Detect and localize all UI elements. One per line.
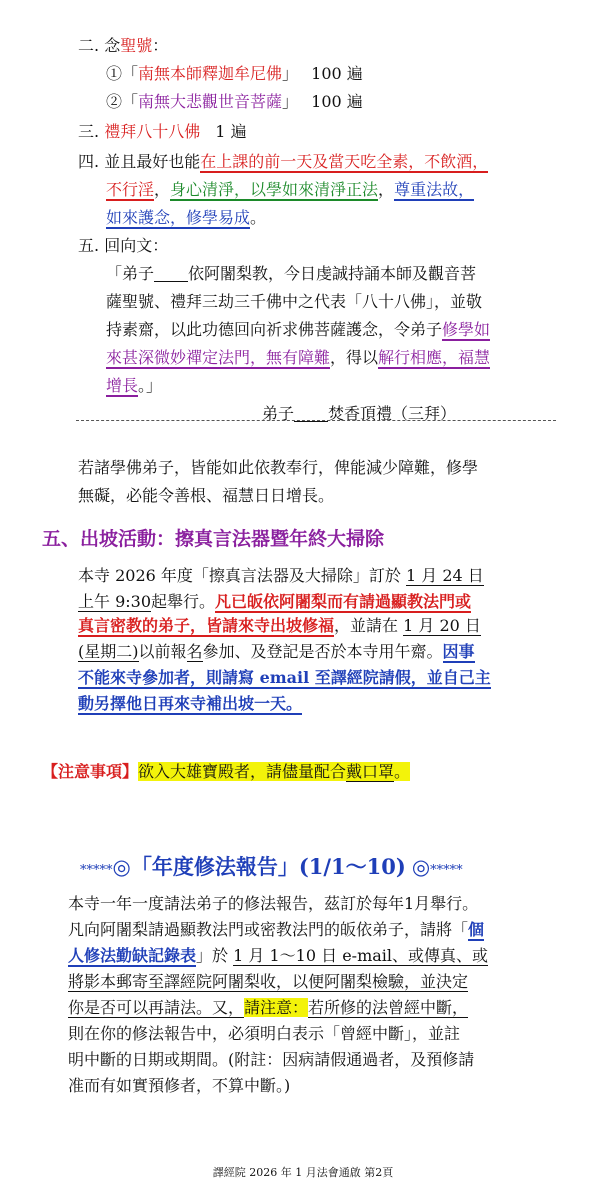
sec2-item-1 [106, 60, 363, 88]
activity-red: 凡已皈依阿闍梨而有請過顯教法門或 [215, 592, 472, 611]
signature-text: 焚香頂禮（三拜） [328, 404, 457, 423]
sec2-pre: 念 [104, 36, 121, 55]
dedication-line-5 [106, 372, 162, 400]
item-count: 100 遍 [311, 64, 363, 83]
dedication-line-4 [106, 344, 490, 372]
sec4-line-3 [106, 204, 266, 232]
activity-text: ，並請在 [334, 616, 399, 635]
dedication-line-3 [106, 316, 490, 344]
report-text: 本寺一年一度請法弟子的修法報告，茲訂於每年1月舉行。 [68, 894, 479, 913]
item-close: 」 [282, 64, 299, 83]
report-blue: 人修法勤缺記錄表 [68, 946, 197, 965]
sec3-number: 三. [78, 122, 100, 141]
dedication-text: ，得以 [330, 348, 379, 367]
sec4-pre: 並且最好也能 [104, 152, 201, 171]
activity-line-6 [78, 690, 302, 718]
activity-line-3 [78, 612, 481, 640]
sec4-line-1 [78, 148, 488, 176]
notice-text [138, 762, 410, 781]
report-line-7 [68, 1046, 474, 1074]
activity-date: 1 月 24 日 [406, 566, 484, 585]
dedication-line-1 [106, 260, 476, 288]
item-close: 」 [282, 92, 299, 111]
name-blank [154, 263, 188, 282]
dedication-purple: 解行相應，福慧 [378, 348, 491, 367]
report-underlined: 你是否可以再請法。又， [68, 998, 245, 1017]
activity-blue: 因事 [442, 642, 475, 661]
report-underlined: 將影本郵寄至譯經院阿闍梨收，以便阿闍梨檢驗，並決定 [68, 972, 469, 991]
dedication-text: 持素齋，以此功德回向祈求佛菩薩護念，令弟子 [106, 320, 443, 339]
activity-line-4 [78, 638, 475, 666]
para-line-1 [78, 454, 478, 482]
report-title: 「年度修法報告」(1/1～10) [130, 854, 406, 879]
dedication-text: 「弟子 [106, 264, 155, 283]
sec4-red-2: 不行淫 [106, 180, 155, 199]
activity-text: 參加、及登記是否於本寺用午齋。 [202, 642, 443, 661]
sec5-number: 五. [78, 236, 100, 255]
notice-text-b: 戴口罩 [346, 762, 395, 781]
sec2-colon: ： [152, 36, 169, 55]
notice-label: 【注意事項】 [42, 762, 139, 781]
report-text: 於 [212, 946, 229, 965]
sec5-title: 回向文： [104, 236, 169, 255]
dedication-text: 薩聖號、禮拜三劫三千佛中之代表「八十八佛」，並敬 [106, 292, 483, 311]
page-footer: 譯經院 2026 年 1 月法會通啟 第2頁 [212, 1166, 394, 1179]
notice-text-a: 欲入大雄寶殿者，請儘量配合 [138, 762, 347, 781]
sec4-green: 身心清淨，以學如來清淨正法 [170, 180, 379, 199]
report-text: 則在你的修法報告中，必須明白表示「曾經中斷」，並註 [68, 1024, 461, 1043]
circle-left-icon: ◎ [112, 854, 131, 879]
stars-right: ***** [430, 863, 463, 878]
activity-red: 真言密教的弟子，皆請來寺出坡修福 [78, 616, 335, 635]
activity-line-5 [78, 664, 491, 692]
sec2-item-2 [106, 88, 363, 116]
para-text: 若諸學佛弟子，皆能如此依教奉行，俾能減少障難，修學 [78, 458, 479, 477]
signature-line [262, 400, 456, 428]
report-line-6 [68, 1020, 460, 1048]
report-line-8 [68, 1072, 290, 1100]
sec4-blue-1: 尊重法故， [394, 180, 475, 199]
sec4-comma: ， [154, 180, 171, 199]
sec2-number: 二. [78, 36, 100, 55]
activity-date: 1 月 20 日 [403, 616, 481, 635]
activity-blue: 動另擇他日再來寺補出坡一天。 [78, 694, 303, 713]
sec4-number: 四. [78, 152, 100, 171]
activity-text: 以前報 [138, 642, 187, 661]
notice-text-c: 。 [394, 762, 411, 781]
report-text: 」 [196, 946, 213, 965]
report-underlined: 若所修的法曾經中斷， [308, 998, 469, 1017]
activity-text: 起舉行。 [151, 592, 216, 611]
report-text: 准而有如實預修者，不算中斷。) [68, 1076, 291, 1095]
sec2-title: 聖號 [120, 36, 153, 55]
report-blue: 個 [468, 920, 485, 939]
activity-line-1 [78, 562, 484, 590]
sec5-heading [78, 232, 168, 260]
sec4-blue-2: 如來護念，修學易成 [106, 208, 251, 227]
sec4-comma: ， [378, 180, 395, 199]
circle-right-icon: ◎ [411, 854, 431, 879]
sec3-count: 1 遍 [215, 122, 247, 141]
sec4-red-1: 在上課的前一天及當天吃全素，不飲酒， [200, 152, 489, 171]
report-title-line [80, 852, 463, 886]
dashed-divider [76, 420, 556, 421]
dedication-text: 。」 [138, 376, 163, 395]
activity-weekday: (星期二) [78, 642, 139, 661]
sec4-period: 。 [250, 208, 267, 227]
signature-text: 弟子 [262, 404, 295, 423]
sec3-title: 禮拜八十八佛 [104, 122, 201, 141]
report-line-1 [68, 890, 478, 918]
dedication-line-2 [106, 288, 482, 316]
item-name: 南無本師釋迦牟尼佛 [138, 64, 283, 83]
sec4-line-2 [106, 176, 474, 204]
item-mark: ②「 [106, 92, 139, 111]
notice-line [42, 758, 410, 786]
report-underlined: 1 月 1～10 日 e-mail、或傳真、或 [233, 946, 489, 965]
report-line-3 [68, 942, 488, 970]
para-text: 無礙，必能令善根、福慧日日增長。 [78, 486, 335, 505]
report-line-5 [68, 994, 468, 1022]
report-highlight: 請注意： [244, 998, 309, 1017]
activity-heading: 五、出坡活動：擦真言法器暨年終大掃除 [42, 528, 385, 550]
item-mark: ①「 [106, 64, 139, 83]
dedication-purple: 來甚深微妙禪定法門，無有障難 [106, 348, 331, 367]
para-line-2 [78, 482, 334, 510]
stars-left: ***** [80, 863, 113, 878]
item-name: 南無大悲觀世音菩薩 [138, 92, 283, 111]
report-text: 「 [452, 920, 469, 939]
activity-time: 上午 9:30 [78, 592, 152, 611]
activity-text: 本寺 2026 年度「擦真言法器及大掃除」訂於 [78, 566, 401, 585]
item-count: 100 遍 [311, 92, 363, 111]
report-line-2 [68, 916, 484, 944]
report-text: 凡向阿闍梨請過顯教法門或密教法門的皈依弟子，請將 [68, 920, 453, 939]
activity-blue: 不能來寺參加者，則請寫 email 至譯經院請假，並自己主 [78, 668, 491, 687]
sec3-line [78, 118, 247, 146]
dedication-purple: 修學如 [442, 320, 491, 339]
report-text: 明中斷的日期或期間。(附註：因病請假通過者，及預修請 [68, 1050, 475, 1069]
dedication-text: 依阿闍梨教，今日虔誠持誦本師及觀音菩 [188, 264, 477, 283]
report-line-4 [68, 968, 468, 996]
dedication-purple: 增長 [106, 376, 139, 395]
sec2-line [78, 32, 168, 60]
activity-text: 名 [186, 642, 203, 661]
